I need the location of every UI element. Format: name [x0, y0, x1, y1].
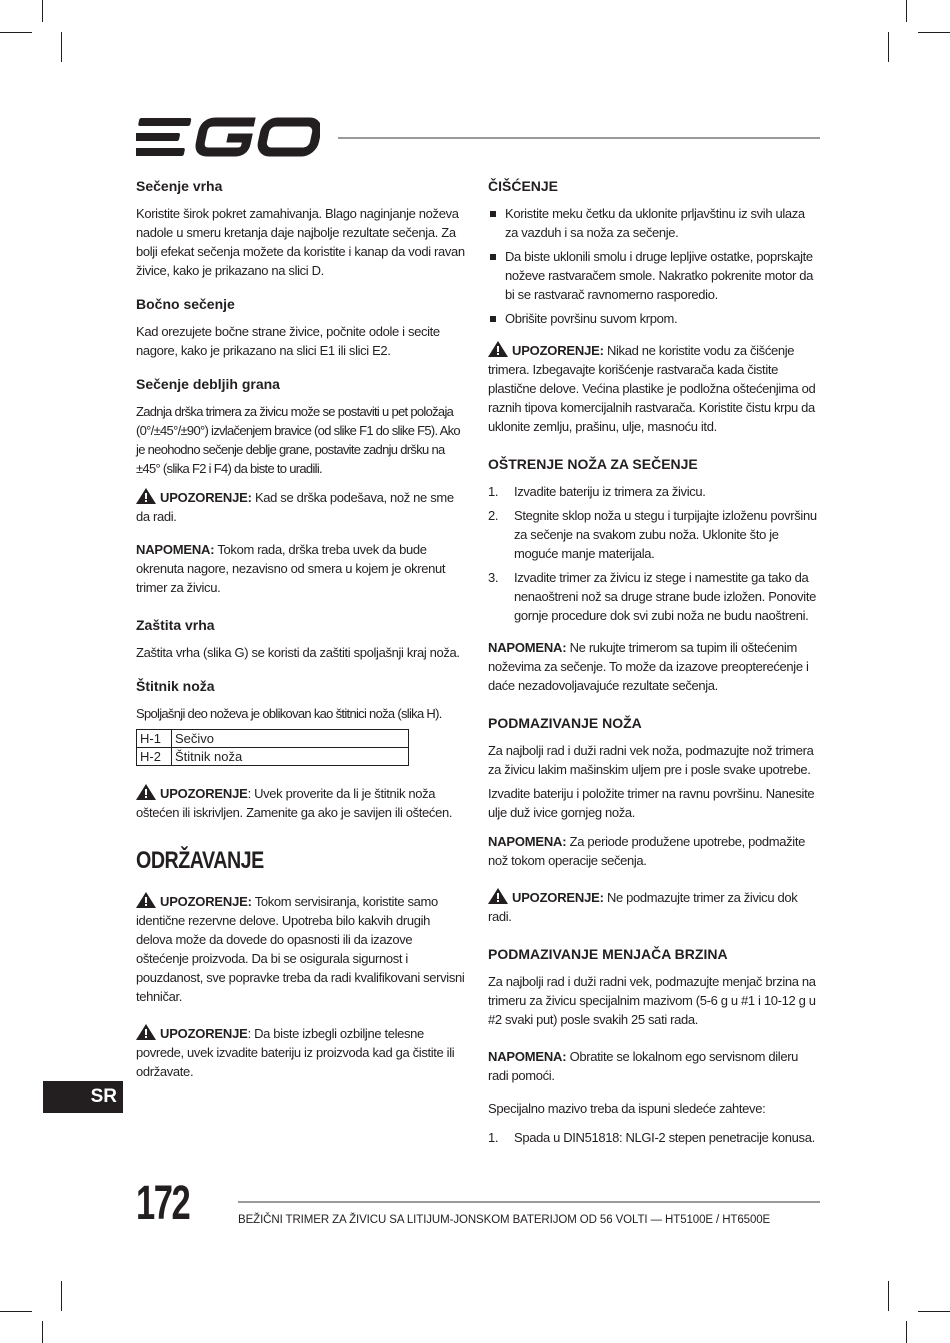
warning-icon [136, 1024, 156, 1040]
crop-mark [61, 1281, 62, 1311]
warning-text: Kad se drška podešava, nož ne sme da radi. [136, 490, 454, 524]
step-number: 2. [488, 508, 499, 523]
note-keyword: NAPOMENA: [488, 834, 567, 849]
ego-logo [136, 116, 320, 158]
section-title: Zaštita vrha [136, 617, 215, 633]
warning-note [136, 892, 466, 1006]
paragraph: Koristite širok pokret zamahivanja. Blago naginjanje noževa nadole u smeru kretanja daje najbolje rezultate sečenja. Za bolji efekat sečenja možete da koristite i kanap da vodi ravan živice, kako je prikazano na slici D. [136, 206, 465, 278]
header-rule [338, 137, 820, 139]
note-keyword: NAPOMENA: [488, 640, 567, 655]
list-item-text: Koristite meku četku da uklonite prljavštinu iz svih ulaza za vazduh i sa noža za sečenje. [505, 206, 805, 240]
warning-text: : Da biste izbegli ozbiljne telesne povrede, uvek izvadite bateriju iz proizvoda kad ga čistite ili održavate. [136, 1026, 455, 1079]
paragraph: Specijalno mazivo treba da ispuni sledeće zahteve: [488, 1101, 766, 1116]
warning-keyword: UPOZORENJE: [512, 890, 604, 905]
note-keyword: NAPOMENA: [136, 542, 215, 557]
footer-rule [238, 1201, 820, 1203]
crop-mark [906, 0, 907, 22]
warning-text: Ne podmazujte trimer za živicu dok radi. [488, 890, 798, 924]
paragraph: Za najbolji rad i duži radni vek noža, podmazujte nož trimera za živicu lakim mašinskim uljem pre i posle svake upotrebe. [488, 743, 814, 777]
warning-keyword: UPOZORENJE [160, 786, 248, 801]
crop-mark [42, 0, 43, 22]
note-text: Obratite se lokalnom ego servisnom dileru radi pomoći. [488, 1049, 799, 1083]
step-number: 1. [488, 484, 499, 499]
section-title: Štitnik noža [136, 678, 215, 694]
crop-mark [61, 32, 62, 62]
list-item [488, 247, 821, 304]
step-number: 1. [488, 1130, 499, 1145]
bullet-icon [490, 254, 496, 260]
cleaning-list [488, 204, 821, 328]
table-row [137, 748, 409, 766]
list-item-text: Obrišite površinu suvom krpom. [505, 311, 678, 326]
part-code: H-2 [137, 748, 172, 766]
paragraph: Za najbolji rad i duži radni vek, podmazujte menjač brzina na trimeru za živicu specijalnim mazivom (5-6 g u #1 i 10-12 g u #2 svaki put) posle svakih 25 sati rada. [488, 974, 816, 1027]
section-title: OŠTRENJE NOŽA ZA SEČENJE [488, 456, 698, 472]
step-text: Stegnite sklop noža u stegu i turpijajte izloženu površinu za sečenje na svakom zubu noža. Uklonite što je moguće manje materijala. [514, 508, 817, 561]
list-item [488, 482, 821, 501]
crop-mark [42, 1321, 43, 1343]
crop-mark [888, 1281, 889, 1311]
section-title: Bočno sečenje [136, 296, 235, 312]
list-item [488, 1128, 821, 1147]
part-code: H-1 [137, 730, 172, 748]
bullet-icon [490, 316, 496, 322]
step-text: Spada u DIN51818: NLGI-2 stepen penetracije konusa. [514, 1130, 815, 1145]
warning-text: Tokom servisiranja, koristite samo identične rezervne delove. Upotreba bilo kakvih drugih delova može da dovede do opasnosti ili da izazove oštećenje proizvoda. Da bi se osigurala sigurnost i pouzdanost, sve popravke treba da radi kvalifikovani servisni tehničar. [136, 894, 465, 1004]
crop-mark [0, 1311, 32, 1312]
warning-keyword: UPOZORENJE: [160, 490, 252, 505]
section-title: Sečenje debljih grana [136, 376, 280, 392]
section-title: Sečenje vrha [136, 178, 223, 194]
step-text: Izvadite bateriju iz trimera za živicu. [514, 484, 706, 499]
footer-text: BEŽIČNI TRIMER ZA ŽIVICU SA LITIJUM-JONSKOM BATERIJOM OD 56 VOLTI — HT5100E / HT6500E [238, 1214, 771, 1226]
section-title: ČIŠĆENJE [488, 178, 559, 194]
note [488, 832, 821, 870]
list-item [488, 506, 821, 563]
warning-icon [136, 892, 156, 908]
note [488, 638, 821, 695]
note-text: Ne rukujte trimerom sa tupim ili oštećenim noževima za sečenje. To može da izazove preopterećenje i daće nezadovoljavajuće rezultate sečenja. [488, 640, 809, 693]
paragraph: Spoljašnji deo noževa je oblikovan kao štitnici noža (slika H). [136, 706, 442, 721]
warning-text: Nikad ne koristite vodu za čišćenje trimera. Izbegavajte korišćenje rastvarača kada čistite plastične delove. Većina plastike je podložna oštećenjima od raznih tipova komercijalnih rastvarača. Koristite čistu krpu da uklonite zemlju, prašinu, ulje, masnoću itd. [488, 343, 816, 434]
warning-icon [488, 341, 508, 357]
sharpening-steps [488, 482, 821, 625]
paragraph: Izvadite bateriju i položite trimer na ravnu površinu. Nanesite ulje duž ivice gornjeg noža. [488, 786, 815, 820]
list-item [488, 309, 821, 328]
part-desc: Sečivo [172, 730, 409, 748]
warning-note [136, 1024, 466, 1081]
step-number: 3. [488, 570, 499, 585]
warning-icon [488, 888, 508, 904]
warning-icon [136, 488, 156, 504]
warning-icon [136, 784, 156, 800]
warning-keyword: UPOZORENJE [160, 1026, 248, 1041]
table-row [137, 730, 409, 748]
page-number: 172 [136, 1177, 190, 1230]
crop-mark [918, 32, 950, 33]
list-item [488, 204, 821, 242]
warning-keyword: UPOZORENJE: [160, 894, 252, 909]
note [136, 540, 466, 597]
maintenance-title: ODRŽAVANJE [136, 847, 264, 874]
section-title: PODMAZIVANJE MENJAČA BRZINA [488, 946, 728, 962]
note-keyword: NAPOMENA: [488, 1049, 567, 1064]
part-desc: Štitnik noža [172, 748, 409, 766]
note-text: Za periode produžene upotrebe, podmažite nož tokom operacije sečenja. [488, 834, 805, 868]
left-column [136, 176, 466, 1081]
paragraph: Kad orezujete bočne strane živice, počnite odole i secite nagore, kako je prikazano na slici E1 ili slici E2. [136, 324, 440, 358]
paragraph: Zaštita vrha (slika G) se koristi da zaštiti spoljašnji kraj noža. [136, 645, 460, 660]
bullet-icon [490, 211, 496, 217]
note-text: Tokom rada, drška treba uvek da bude okrenuta nagore, nezavisno od smera u kojem je okrenut trimer za živicu. [136, 542, 446, 595]
crop-mark [918, 1311, 950, 1312]
list-item-text: Da biste uklonili smolu i druge lepljive ostatke, poprskajte noževe rastvaračem smole. Nakratko pokrenite motor da bi se rastvarač ravnomerno rasporedio. [505, 249, 814, 302]
part-table [136, 729, 409, 766]
crop-mark [888, 32, 889, 62]
requirements-list [488, 1128, 821, 1147]
section-title: PODMAZIVANJE NOŽA [488, 715, 642, 731]
warning-note [136, 784, 466, 822]
list-item [488, 568, 821, 625]
warning-note [136, 488, 466, 526]
note [488, 1047, 821, 1085]
warning-note [488, 341, 821, 436]
warning-text: : Uvek proverite da li je štitnik noža oštećen ili iskrivljen. Zamenite ga ako je savijen ili oštećen. [136, 786, 453, 820]
crop-mark [0, 32, 32, 33]
warning-keyword: UPOZORENJE: [512, 343, 604, 358]
paragraph: Zadnja drška trimera za živicu može se postaviti u pet položaja (0°/±45°/±90°) izvlačenjem bravice (od slike F1 do slike F5). Ako je neohodno sečenje deblje grane, postavite zadnju dršku na ±45° (slika F2 i F4) da biste to uradili. [136, 404, 460, 476]
language-tab: SR [43, 1081, 123, 1113]
warning-note [488, 888, 821, 926]
crop-mark [906, 1321, 907, 1343]
right-column [488, 176, 821, 1152]
step-text: Izvadite trimer za živicu iz stege i namestite ga tako da nenaoštreni nož sa druge strane bude izložen. Ponovite gornje procedure dok svi zubi noža ne budu naoštreni. [514, 570, 816, 623]
